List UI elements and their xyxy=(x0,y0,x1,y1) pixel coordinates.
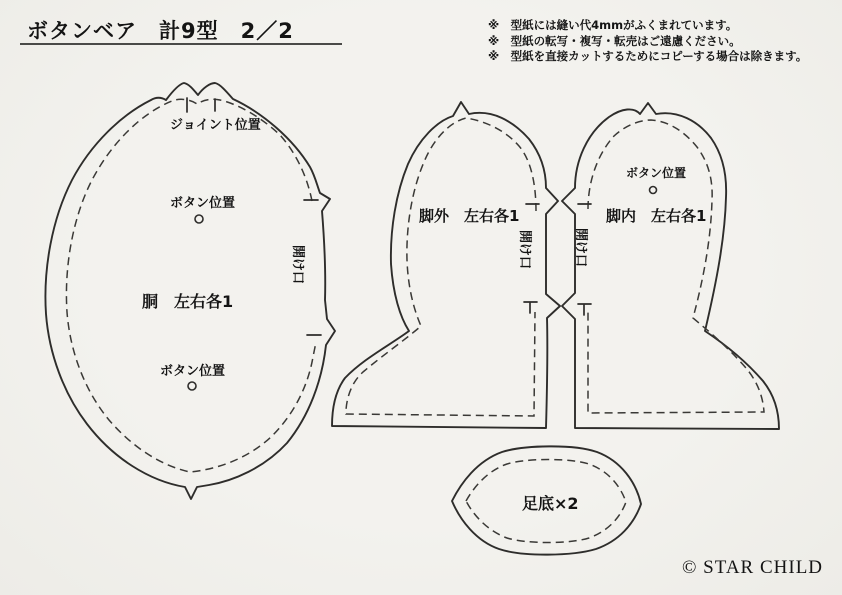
leg-inner-outline xyxy=(562,103,779,429)
leg-outer-opening-label: 開け口 xyxy=(517,230,532,270)
note-line: ※ 型紙の転写・複写・転売はご遠慮ください。 xyxy=(488,33,741,48)
page-title: ボタンベア 計9型 2／2 xyxy=(27,19,294,43)
leg-inner-button-hole xyxy=(650,187,657,194)
leg-outer-piece-name: 脚外 左右各1 xyxy=(419,207,520,225)
body-opening-label: 開け口 xyxy=(290,245,305,285)
sole-piece-name: 足底×2 xyxy=(522,494,579,513)
body-button-position-label-upper: ボタン位置 xyxy=(170,196,236,211)
body-seam-line xyxy=(66,99,316,472)
body-button-hole-lower xyxy=(188,382,196,390)
body-piece-name: 胴 左右各1 xyxy=(142,292,234,311)
body-joint-position-label: ジョイント位置 xyxy=(170,118,261,133)
leg-outer-opening-tick-lower xyxy=(524,302,537,313)
copyright-text: © STAR CHILD xyxy=(682,557,824,578)
note-line: ※ 型紙には縫い代4mmがふくまれています。 xyxy=(488,18,738,32)
leg-inner-opening-label: 開け口 xyxy=(573,228,588,268)
body-button-position-label-lower: ボタン位置 xyxy=(160,364,226,379)
note-line: ※ 型紙を直接カットするためにコピーする場合は除きます。 xyxy=(488,49,808,63)
leg-inner-button-position-label: ボタン位置 xyxy=(626,166,687,180)
body-button-hole-upper xyxy=(195,215,203,223)
leg-inner-piece-name: 脚内 左右各1 xyxy=(606,207,707,225)
leg-inner-opening-tick-lower xyxy=(578,304,591,315)
leg-outer-seam-line xyxy=(346,118,536,416)
